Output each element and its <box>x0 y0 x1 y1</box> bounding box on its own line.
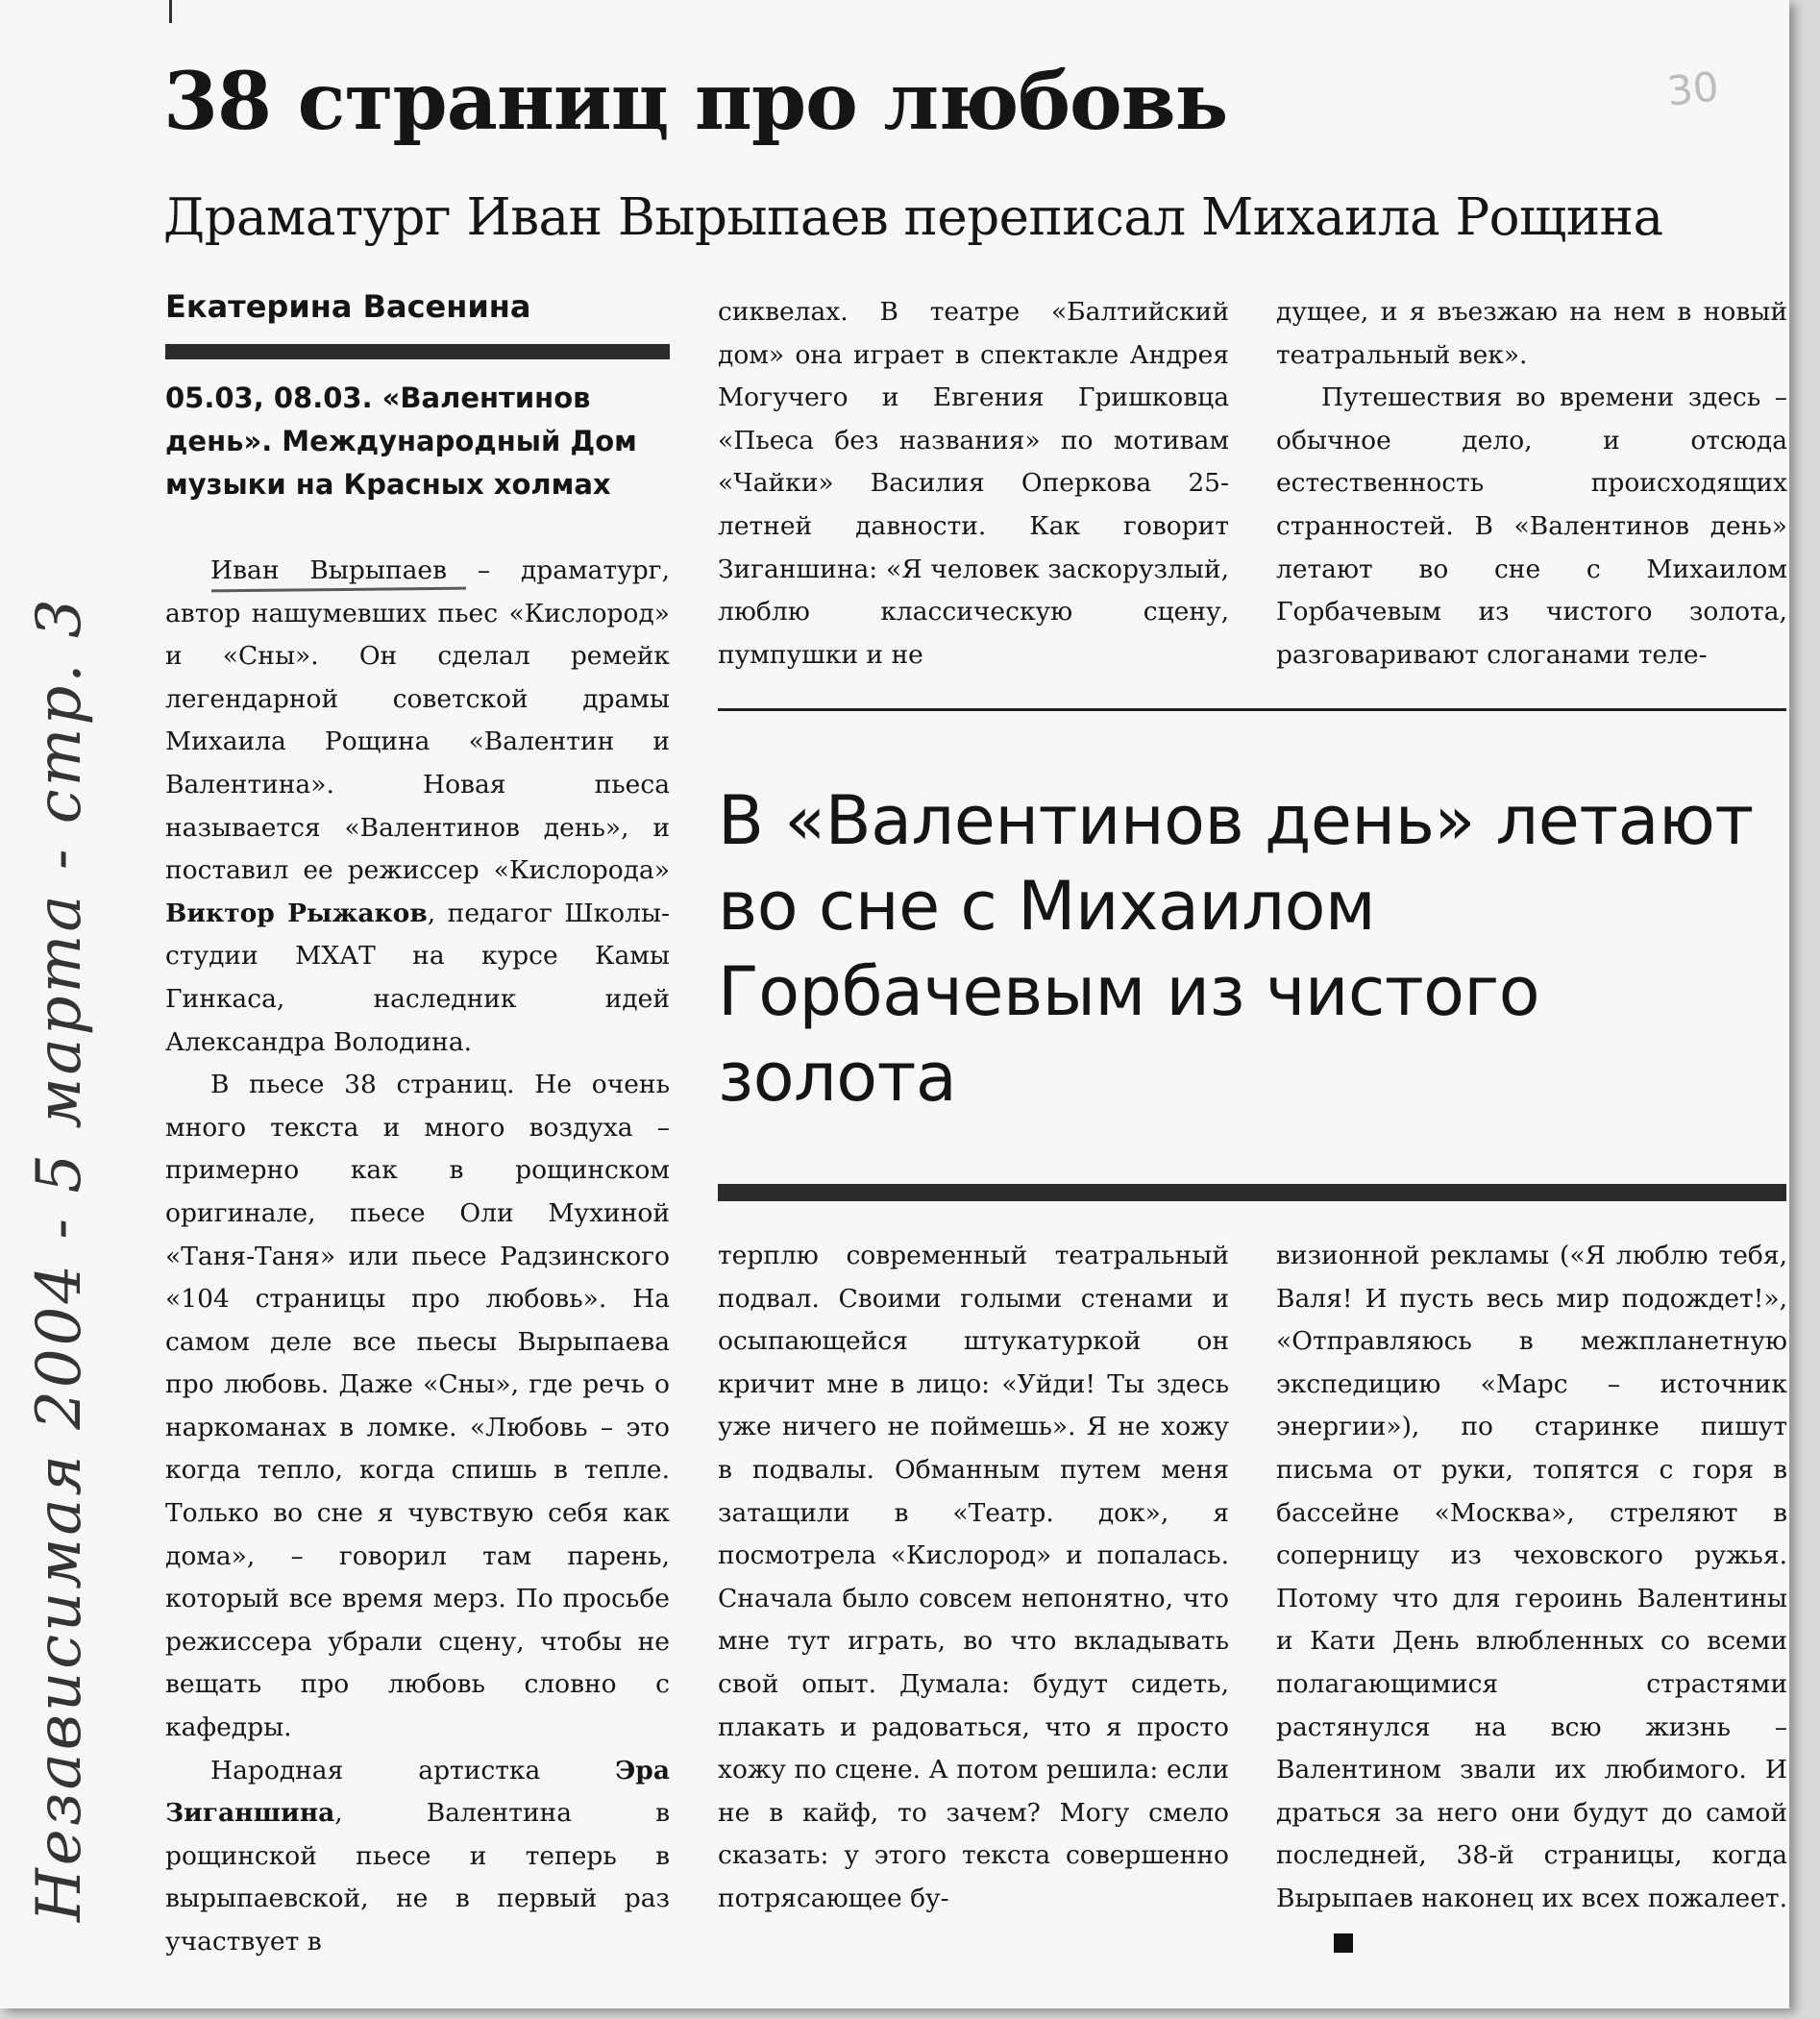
article-subheadline: Драматург Иван Вырыпаев переписал Михаила Рощина <box>163 188 1663 247</box>
column-2-bottom <box>718 1235 1229 1921</box>
paragraph: В пьесе 38 страниц. Не очень много текста и много воздуха – примерно как в рощинском оригинале, пьесе Оли Мухиной «Таня-Таня» или пьесе Радзинского «104 страницы про любовь». На самом деле все пьесы Вырыпаева про любовь. Даже «Сны», где речь о наркоманах в ломке. «Любовь – это когда тепло, когда спишь в тепле. Только во сне я чувствую себя как дома», – говорил там парень, который все время мерз. По просьбе режиссера убрали сцену, чтобы не вещать про любовь словно с кафедры. <box>165 1070 670 1743</box>
lead-name: Иван Вырыпаев <box>210 555 448 585</box>
event-info: 05.03, 08.03. «Валентинов день». Международный Дом музыки на Красных холмах <box>165 382 637 501</box>
column-2-top <box>718 291 1229 677</box>
paragraph: терплю современный театральный подвал. Своими голыми стенами и осыпающейся штукатуркой он кричит мне в лицо: «Уйди! Ты здесь уже ничего не поймешь». Я не хожу в подвалы. Обманным путем меня затащили в «Театр. док», я посмотрела «Кислород» и попалась. Сначала было совсем непонятно, что мне тут играть, во что вкладывать свой опыт. Думала: будут сидеть, плакать и радоваться, что я просто хожу по сцене. А потом решила: если не в кайф, то зачем? Могу смело сказать: у этого текста совершенно потрясающее бу- <box>718 1241 1229 1913</box>
handwritten-annotation: Независимая 2004 - 5 марта - стр. 3 <box>24 596 95 1922</box>
pull-quote: В «Валентинов день» летают во сне с Михаилом Горбачевым из чистого золота <box>718 781 1754 1117</box>
end-of-article-square-icon <box>1334 1933 1353 1953</box>
column-1 <box>165 550 670 1964</box>
author-byline: Екатерина Васенина <box>165 288 531 325</box>
pencil-page-mark: 30 <box>1664 62 1721 115</box>
article-headline: 38 страниц про любовь <box>163 56 1228 148</box>
text-run: – драматург, автор нашумевших пьес «Кислород» и «Сны». Он сделал ремейк легендарной советской драмы Михаила Рощина «Валентин и Валентина». Новая пьеса называется «Валентинов день», и поставил ее режиссер «Кислорода» <box>165 555 670 886</box>
paragraph <box>165 1750 670 1964</box>
text-run: Народная артистка <box>210 1755 616 1785</box>
byline-rule <box>165 344 670 359</box>
section-rule <box>718 708 1786 711</box>
bold-name: Виктор Рыжаков <box>165 898 428 928</box>
paragraph: Путешествия во времени здесь – обычное дело, и отсюда естественность происходящих странностей. В «Валентинов день» летают во сне с Михаилом Горбачевым из чистого золота, разговаривают слоганами теле- <box>1276 382 1787 670</box>
paragraph <box>165 550 670 1064</box>
edge-mark <box>169 0 172 23</box>
text-run: , педагог Школы-студии МХАТ на курсе Камы Гинкаса, наследник идей Александра Володина. <box>165 898 670 1057</box>
column-3-bottom <box>1276 1235 1787 1963</box>
column-3-top <box>1276 291 1787 677</box>
bold-name: Эра Зиганшина <box>165 1755 670 1829</box>
paragraph <box>1276 1235 1787 1963</box>
paragraph: сиквелах. В театре «Балтийский дом» она играет в спектакле Андрея Могучего и Евгения Гришковца «Пьеса без названия» по мотивам «Чайки» Василия Оперкова 25-летней давности. Как говорит Зиганшина: «Я человек заскорузлый, люблю классическую сцену, пумпушки и не <box>718 297 1229 670</box>
text-run: , Валентина в рощинской пьесе и теперь в вырыпаевской, не в первый раз участвует в <box>165 1798 670 1957</box>
paragraph: дущее, и я въезжаю на нем в новый театральный век». <box>1276 297 1787 370</box>
text-run: визионной рекламы («Я люблю тебя, Валя! И пусть весь мир подождет!», «Отправляюсь в межпланетную экспедицию «Марс – источник энергии»), по старинке пишут письма от руки, топятся с горя в бассейне «Москва», стреляют в соперницу из чеховского ружья. Потому что для героинь Валентины и Кати День влюбленных со всеми полагающимися страстями растянулся на всю жизнь – Валентином звали их любимого. И драться за него они будут до самой последней, 38-й страницы, когда Вырыпаев наконец их всех пожалеет. <box>1276 1241 1787 1913</box>
pull-quote-rule <box>718 1184 1786 1201</box>
